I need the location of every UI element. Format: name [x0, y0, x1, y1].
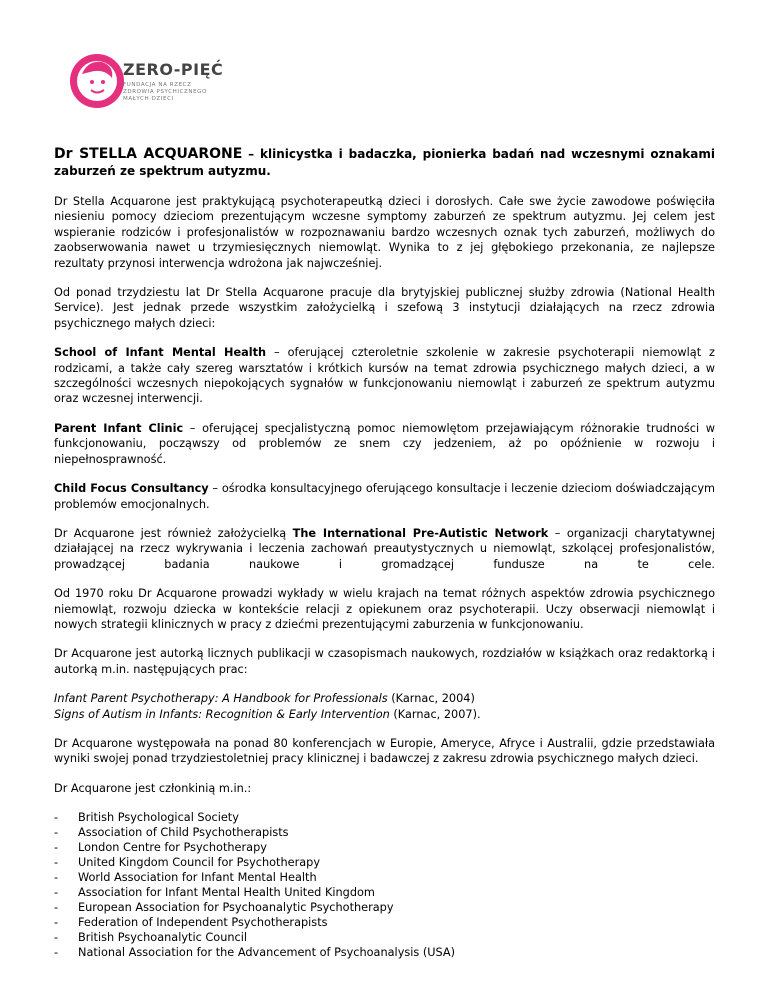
paragraph-lectures: Od 1970 roku Dr Acquarone prowadzi wykłady w wielu krajach na temat różnych aspektów zdrowia psychicznego niemowląt, rozwoju dziecka w kontekście relacji z opiekunem oraz psychoterapii. Uczy obserwacji niemowląt i nowych strategii klinicznych w pracy z dziećmi prezentującymi zaburzenia w funkcjonowaniu.	[54, 587, 715, 631]
logo-title: ZERO-PIĘĆ	[123, 60, 224, 79]
list-dash: -	[54, 931, 59, 945]
paragraph-network: Dr Acquarone jest również założycielką The International Pre-Autistic Network – organizacji charytatywnej działającej na rzecz wykrywania i leczenia zachowań preautystycznych u niemowląt, szkolącej profesjonalistów, prowadzącej badania naukowe i gromadzącej fundusze na te cele.	[54, 526, 716, 571]
paragraph-memberships-intro: Dr Acquarone jest członkinią m.in.:	[54, 781, 252, 795]
institution-name: School of Infant Mental Health	[54, 346, 267, 360]
paragraph-conferences: Dr Acquarone występowała na ponad 80 konferencjach w Europie, Ameryce, Afryce i Australii, gdzie przedstawiała wyniki swojej ponad trzydziestoletniej pracy klinicznej i badawczej z zakresu zdrowia psychicznego małych dzieci.	[54, 736, 715, 766]
document-body	[54, 146, 715, 960]
logo-face-icon	[68, 52, 126, 110]
list-item: - British Psychoanalytic Council	[54, 931, 248, 945]
list-dash: -	[54, 856, 59, 870]
paragraph-intro: Dr Stella Acquarone jest praktykującą psychoterapeutką dzieci i dorosłych. Całe swe życie zawodowe poświęciła niesieniu pomocy dzieciom prezentującym wczesne symptomy zaburzeń ze spektrum autyzmu. Jej celem jest wspieranie rodziców i profesjonalistów w rozpoznawaniu bardzo wczesnych oznak tych zaburzeń, możliwych do zaobserwowania nawet u trzymiesięcznych niemowląt. Wynika to z jej głębokiego przekonania, ze najlepsze rezultaty przynosi interwencja wdrożona jak najwcześniej.	[54, 195, 715, 270]
institution-consultancy: Child Focus Consultancy – ośrodka konsultacyjnego oferującego konsultacje i leczenie dzieciom doświadczającym problemów emocjonalnych.	[54, 482, 716, 511]
membership-list	[54, 810, 715, 960]
institution-school: School of Infant Mental Health – oferującej czteroletnie szkolenie w zakresie psychoterapii niemowląt z rodzicami, a także cały szereg warsztatów i krótkich kursów na temat zdrowia psychicznego małych dzieci, a w szczególności wczesnych niepokojących sygnałów w funkcjonowaniu niemowląt i zaburzeń ze spektrum autyzmu oraz wczesnej interwencji.	[54, 346, 715, 406]
list-item: - London Centre for Psychotherapy	[54, 841, 267, 855]
page-heading	[54, 146, 715, 180]
list-item: - National Association for the Advancement of Psychoanalysis (USA)	[54, 946, 456, 960]
list-dash: -	[54, 841, 59, 855]
list-dash: -	[54, 871, 59, 885]
list-dash: -	[54, 886, 59, 900]
list-dash: -	[54, 811, 59, 825]
book-title: Infant Parent Psychotherapy: A Handbook for Professionals	[54, 692, 388, 706]
network-name: The International Pre-Autistic Network	[292, 526, 549, 540]
list-dash: -	[54, 916, 59, 930]
foundation-logo	[68, 52, 228, 122]
heading-subtitle: – klinicystka i badaczka, pionierka badań nad wczesnymi oznakami zaburzeń ze spektrum autyzmu.	[54, 147, 715, 178]
institution-clinic: Parent Infant Clinic – oferującej specjalistyczną pomoc niemowlętom przejawiającym różnorakie trudności w funkcjonowaniu, począwszy od problemów ze snem czy jedzeniem, aż po opóźnienie w rozwoju i niepełnosprawność.	[54, 421, 716, 466]
book-title: Signs of Autism in Infants: Recognition & Early Intervention	[54, 707, 390, 721]
list-dash: -	[54, 946, 59, 960]
heading-name: Dr STELLA ACQUARONE	[54, 146, 243, 162]
paragraph-nhs: Od ponad trzydziestu lat Dr Stella Acquarone pracuje dla brytyjskiej publicznej służby zdrowia (National Health Service). Jest jednak przede wszystkim założycielką i szefową 3 instytucji działających na rzecz zdrowia psychicznego małych dzieci:	[54, 286, 715, 330]
list-item: - European Association for Psychoanalytic Psychotherapy	[54, 901, 394, 915]
list-item: - British Psychological Society	[54, 811, 239, 825]
list-dash: -	[54, 901, 59, 915]
list-item: - Federation of Independent Psychotherapists	[54, 916, 328, 930]
list-item: - World Association for Infant Mental Health	[54, 871, 317, 885]
paragraph-publications: Dr Acquarone jest autorką licznych publikacji w czasopismach naukowych, rozdziałów w książkach oraz redaktorką i autorką m.in. następujących prac:	[54, 647, 715, 676]
list-item: - United Kingdom Council for Psychotherapy	[54, 856, 321, 870]
list-item: - Association for Infant Mental Health United Kingdom	[54, 886, 375, 900]
institution-name: Child Focus Consultancy	[54, 482, 209, 496]
list-dash: -	[54, 826, 59, 840]
list-item: - Association of Child Psychotherapists	[54, 826, 289, 840]
logo-subtitle: FUNDACJA NA RZECZ ZDROWIA PSYCHICZNEGO MAŁYCH DZIECI	[123, 82, 207, 102]
institution-name: Parent Infant Clinic	[54, 421, 184, 435]
book-list: Infant Parent Psychotherapy: A Handbook for Professionals (Karnac, 2004) Signs of Autism in Infants: Recognition & Early Intervention (Karnac, 2007).	[54, 692, 481, 721]
